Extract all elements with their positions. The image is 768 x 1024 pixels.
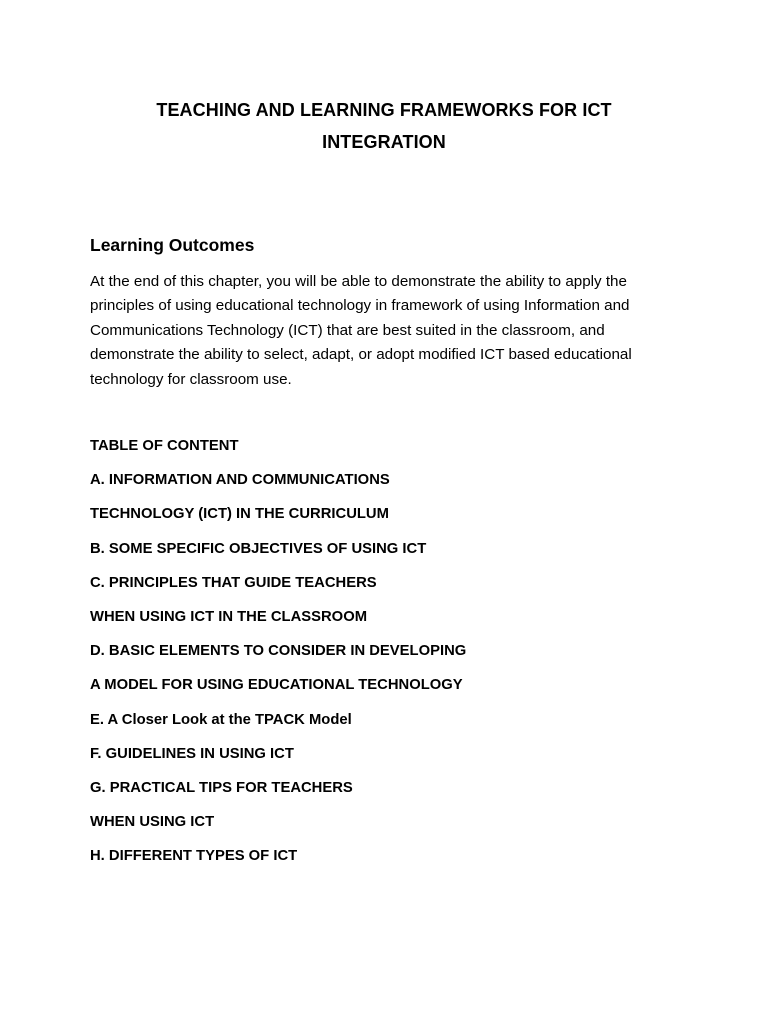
title-line: INTEGRATION (322, 132, 446, 152)
title-line: TEACHING AND LEARNING FRAMEWORKS FOR ICT (156, 100, 612, 120)
toc-item: WHEN USING ICT IN THE CLASSROOM (90, 608, 368, 625)
toc-item: D. BASIC ELEMENTS TO CONSIDER IN DEVELOPING (90, 643, 467, 660)
paragraph-line: demonstrate the ability to select, adapt, or adopt modified ICT based educational (90, 346, 632, 364)
toc-item: F. GUIDELINES IN USING ICT (90, 745, 294, 762)
table-of-content (90, 434, 690, 878)
toc-item: A. INFORMATION AND COMMUNICATIONS (90, 472, 390, 489)
toc-item: H. DIFFERENT TYPES OF ICT (90, 848, 298, 865)
toc-item: TECHNOLOGY (ICT) IN THE CURRICULUM (90, 506, 389, 523)
paragraph-line: principles of using educational technology in framework of using Information and (90, 297, 630, 315)
toc-item: C. PRINCIPLES THAT GUIDE TEACHERS (90, 574, 377, 591)
toc-heading: TABLE OF CONTENT (90, 438, 239, 454)
toc-item: B. SOME SPECIFIC OBJECTIVES OF USING ICT (90, 540, 427, 557)
learning-outcomes-paragraph (90, 270, 682, 392)
document-title (90, 94, 678, 158)
paragraph-line: At the end of this chapter, you will be able to demonstrate the ability to apply the (90, 273, 627, 290)
toc-item: G. PRACTICAL TIPS FOR TEACHERS (90, 779, 353, 796)
toc-item: A MODEL FOR USING EDUCATIONAL TECHNOLOGY (90, 677, 463, 694)
paragraph-line: technology for classroom use. (90, 370, 292, 388)
paragraph-line: Communications Technology (ICT) that are best suited in the classroom, and (90, 321, 605, 339)
toc-item: WHEN USING ICT (90, 814, 215, 831)
toc-item: E. A Closer Look at the TPACK Model (90, 711, 352, 728)
learning-outcomes-heading: Learning Outcomes (90, 235, 255, 255)
